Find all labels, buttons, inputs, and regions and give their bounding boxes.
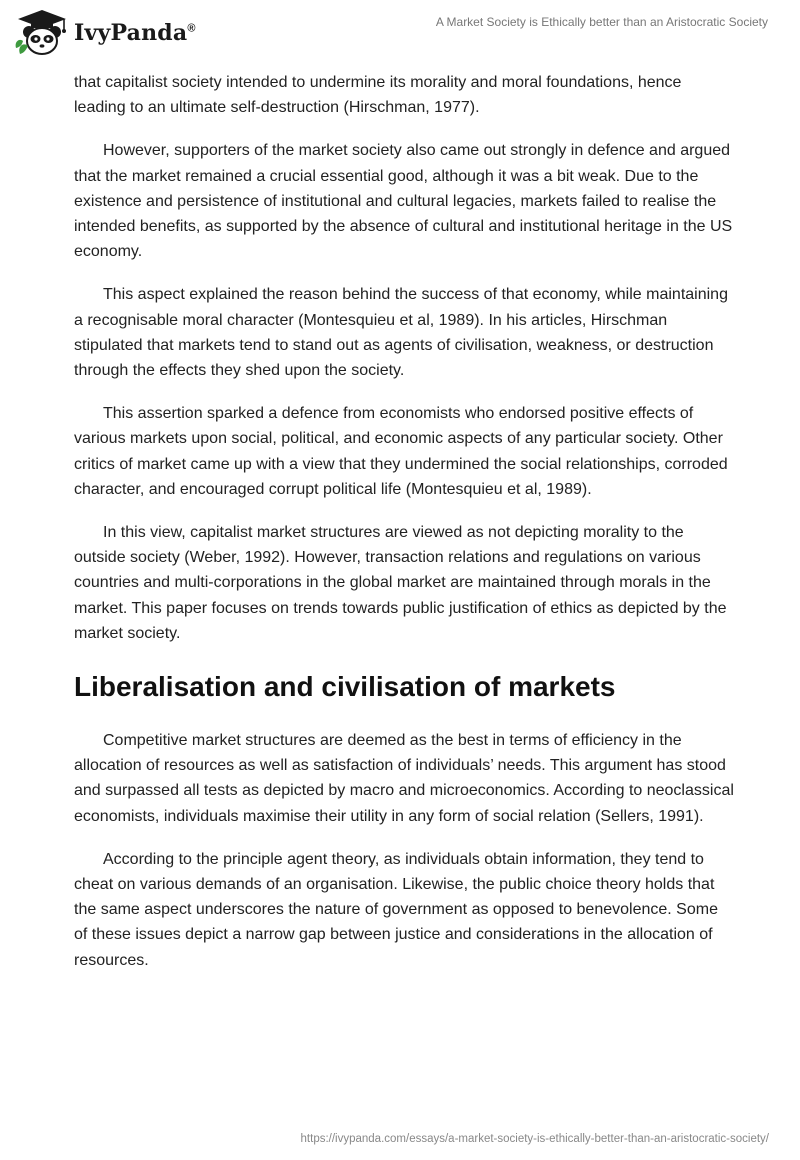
source-url[interactable]: https://ivypanda.com/essays/a-market-society-is-ethically-better-than-an-aristocratic-society/ bbox=[300, 1133, 769, 1145]
ivypanda-logo[interactable] bbox=[14, 8, 196, 58]
essay-paragraph: According to the principle agent theory, as individuals obtain information, they tend to cheat on various demands of an organisation. Likewise, the public choice theory holds that the same aspect underscores the nature of government as opposed to benevolence. Some of these issues depict a narrow gap between justice and considerations in the allocation of resources. bbox=[74, 850, 718, 969]
essay-paragraph: This aspect explained the reason behind the success of that economy, while maintaining a recognisable moral character (Montesquieu et al, 1989). In his articles, Hirschman stipulated that markets tend to stand out as agents of civilisation, weakness, or destruction through the effects they shed upon the society. bbox=[74, 286, 728, 380]
essay-paragraph: Competitive market structures are deemed as the best in terms of efficiency in the allocation of resources as well as satisfaction of individuals’ needs. This argument has stood and surpassed all tests as depicted by macro and microeconomics. According to neoclassical economists, individuals maximise their utility in any form of social relation (Sellers, 1991). bbox=[74, 732, 734, 825]
essay-body bbox=[74, 70, 734, 991]
panda-graduate-icon bbox=[14, 8, 70, 58]
logo-wordmark: IvyPanda® bbox=[74, 20, 196, 46]
essay-paragraph: However, supporters of the market society also came out strongly in defence and argued that the market remained a crucial essential good, although it was a bit weak. Due to the existence and persistence of institutional and cultural legacies, markets failed to realise the intended benefits, as supported by the absence of cultural and institutional heritage in the US economy. bbox=[74, 142, 733, 261]
essay-paragraph: that capitalist society intended to undermine its morality and moral foundations, hence leading to an ultimate self-destruction (Hirschman, 1977). bbox=[74, 74, 682, 117]
essay-paragraph: In this view, capitalist market structures are viewed as not depicting morality to the outside society (Weber, 1992). However, transaction relations and regulations on various countries and multi-corporations in the global market are maintained through morals in the market. This paper focuses on trends towards public justification of ethics as depicted by the market society. bbox=[74, 524, 727, 642]
document-title: A Market Society is Ethically better than an Aristocratic Society bbox=[435, 15, 768, 29]
page-header bbox=[0, 0, 800, 70]
essay-paragraph: This assertion sparked a defence from economists who endorsed positive effects of various markets upon social, political, and economic aspects of any particular society. Other critics of market came up with a view that they undermined the social relationships, corroded character, and encouraged corrupt political life (Montesquieu et al, 1989). bbox=[74, 405, 728, 498]
section-heading: Liberalisation and civilisation of markets bbox=[74, 671, 616, 703]
